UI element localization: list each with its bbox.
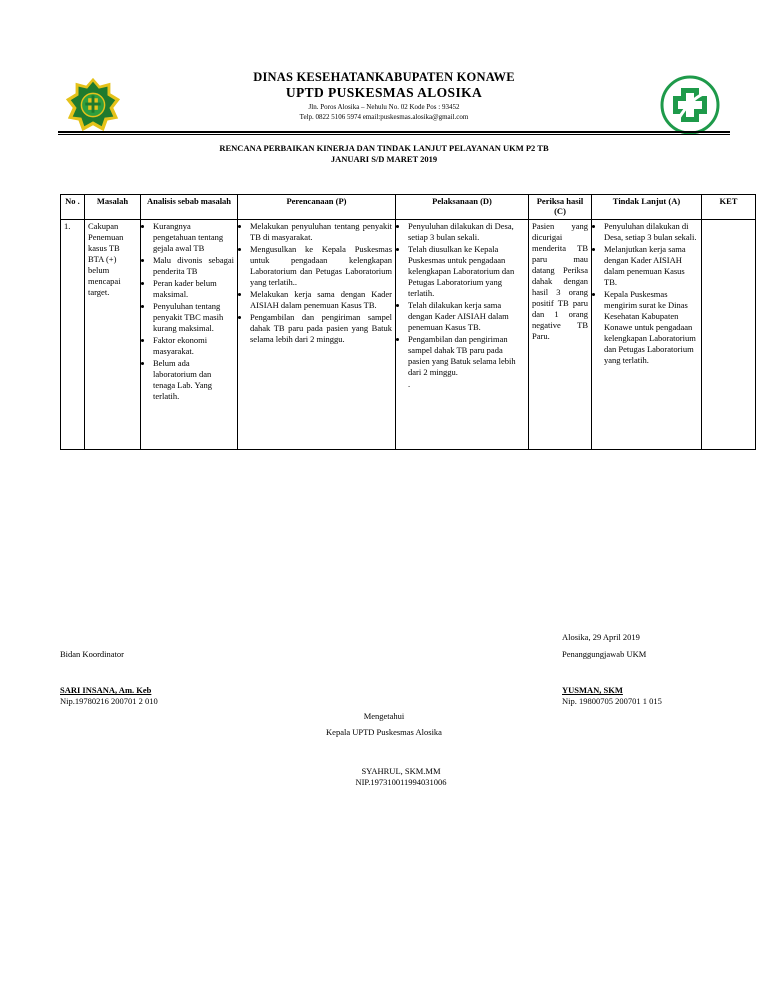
place-date: Alosika, 29 April 2019 — [562, 632, 640, 642]
right-signer-role: Penanggungjawab UKM — [562, 649, 647, 659]
approval-label: Mengetahui — [363, 711, 405, 721]
contact-line: Telp. 0822 5106 5974 email:puskesmas.alosika@gmail.com — [299, 113, 469, 121]
action-plan-table — [60, 194, 756, 450]
left-signer-nip: Nip.19780216 200701 2 010 — [60, 696, 158, 706]
list-item: • Belum ada laboratorium dan tenaga Lab. Yang terlatih. — [153, 358, 234, 402]
document-title — [150, 143, 618, 165]
list-item: • Melakukan penyuluhan tentang penyakit TB di masyarakat. — [250, 221, 392, 243]
cell-tindak — [592, 220, 702, 450]
list-item: • Kepala Puskesmas mengirim surat ke Dinas Kesehatan Kabupaten Konawe untuk pengadaan kelengkapan Laboratorium dan Petugas Laboratorium yang terlatih. — [604, 289, 698, 366]
puskesmas-logo — [659, 74, 721, 136]
header-periksa: Periksa hasil (C) — [529, 195, 592, 220]
approval-signer — [0, 766, 768, 777]
letterhead-rule-thin — [58, 134, 730, 135]
agency-name: DINAS KESEHATANKABUPATEN KONAWE — [253, 70, 515, 84]
list-item: • Penyuluhan dilakukan di Desa, setiap 3 bulan sekali. — [408, 221, 525, 243]
ministry-emblem-logo — [64, 76, 122, 134]
list-item: • Kurangnya pengetahuan tentang gejala awal TB — [153, 221, 234, 254]
list-item: • Melakukan kerja sama dengan Kader AISIAH dalam penemuan Kasus TB. — [250, 289, 392, 311]
list-item: • Faktor ekonomi masyarakat. — [153, 335, 234, 357]
list-item: • Telah dilakukan kerja sama dengan Kader AISIAH dalam penemuan Kasus TB. — [408, 300, 525, 333]
list-item: • Melanjutkan kerja sama dengan Kader AISIAH dalam penemuan Kasus TB. — [604, 244, 698, 288]
right-signer-name: YUSMAN, SKM — [562, 685, 623, 695]
table-row — [61, 220, 756, 450]
cell-periksa: Pasien yang dicurigai menderita TB paru mau datang Periksa dahak dengan hasil 3 orang positif TB paru dan 1 orang negative TB Paru. — [529, 220, 592, 450]
cell-analisis — [141, 220, 238, 450]
address-line: Jln. Poros Alosika – Nehulu No. 02 Kode Pos : 93452 — [308, 103, 460, 111]
header-masalah: Masalah — [85, 195, 141, 220]
letterhead-rule-thick — [58, 131, 730, 133]
list-item: • Pengambilan dan pengiriman sampel dahak TB paru pada pasien yang Batuk selama lebih dari 2 minggu. — [250, 312, 392, 345]
list-item: • Telah diusulkan ke Kepala Puskesmas untuk pengadaan kelengkapan Laboratorium dan Petugas Laboratorium yang terlatih. — [408, 244, 525, 299]
unit-name: UPTD PUSKESMAS ALOSIKA — [285, 85, 483, 100]
list-item: • Peran kader belum maksimal. — [153, 278, 234, 300]
header-perencanaan: Perencanaan (P) — [238, 195, 396, 220]
list-item: . — [408, 379, 411, 389]
left-signer-name: SARI INSANA, Am. Keb — [60, 685, 152, 695]
list-item: • Malu divonis sebagai penderita TB — [153, 255, 234, 277]
approval-signer-name: SYAHRUL, SKM.MM — [361, 766, 441, 776]
cell-masalah: Cakupan Penemuan kasus TB BTA (+) belum mencapai target. — [85, 220, 141, 450]
header-tindak: Tindak Lanjut (A) — [592, 195, 702, 220]
list-item: • Penyuluhan dilakukan di Desa, setiap 3 bulan sekali. — [604, 221, 698, 243]
title-line-1: RENCANA PERBAIKAN KINERJA DAN TINDAK LANJUT PELAYANAN UKM P2 TB — [219, 143, 549, 153]
cell-perencanaan — [238, 220, 396, 450]
list-item: • Pengambilan dan pengiriman sampel dahak TB paru pada pasien yang Batuk selama lebih dari 2 minggu. — [408, 334, 525, 378]
header-no: No . — [61, 195, 85, 220]
cell-pelaksanaan — [396, 220, 529, 450]
cell-ket — [702, 220, 756, 450]
header-pelaksanaan: Pelaksanaan (D) — [396, 195, 529, 220]
right-signer-nip: Nip. 19800705 200701 1 015 — [562, 696, 662, 706]
header-analisis: Analisis sebab masalah — [141, 195, 238, 220]
list-item: • Penyuluhan tentang penyakit TBC masih kurang maksimal. — [153, 301, 234, 334]
table-header-row — [61, 195, 756, 220]
letterhead — [150, 70, 618, 122]
title-line-2: JANUARI S/D MARET 2019 — [330, 154, 438, 164]
cell-no: 1. — [61, 220, 85, 450]
approval-signer-nip: NIP.197310011994031006 — [355, 777, 447, 787]
approval-role: Kepala UPTD Puskesmas Alosika — [326, 727, 442, 737]
left-signer-role: Bidan Koordinator — [60, 649, 124, 659]
header-ket: KET — [702, 195, 756, 220]
list-item: • Mengusulkan ke Kepala Puskesmas untuk pengadaan kelengkapan Laboratorium dan Petugas Laboratorium yang terlatih.. — [250, 244, 392, 288]
